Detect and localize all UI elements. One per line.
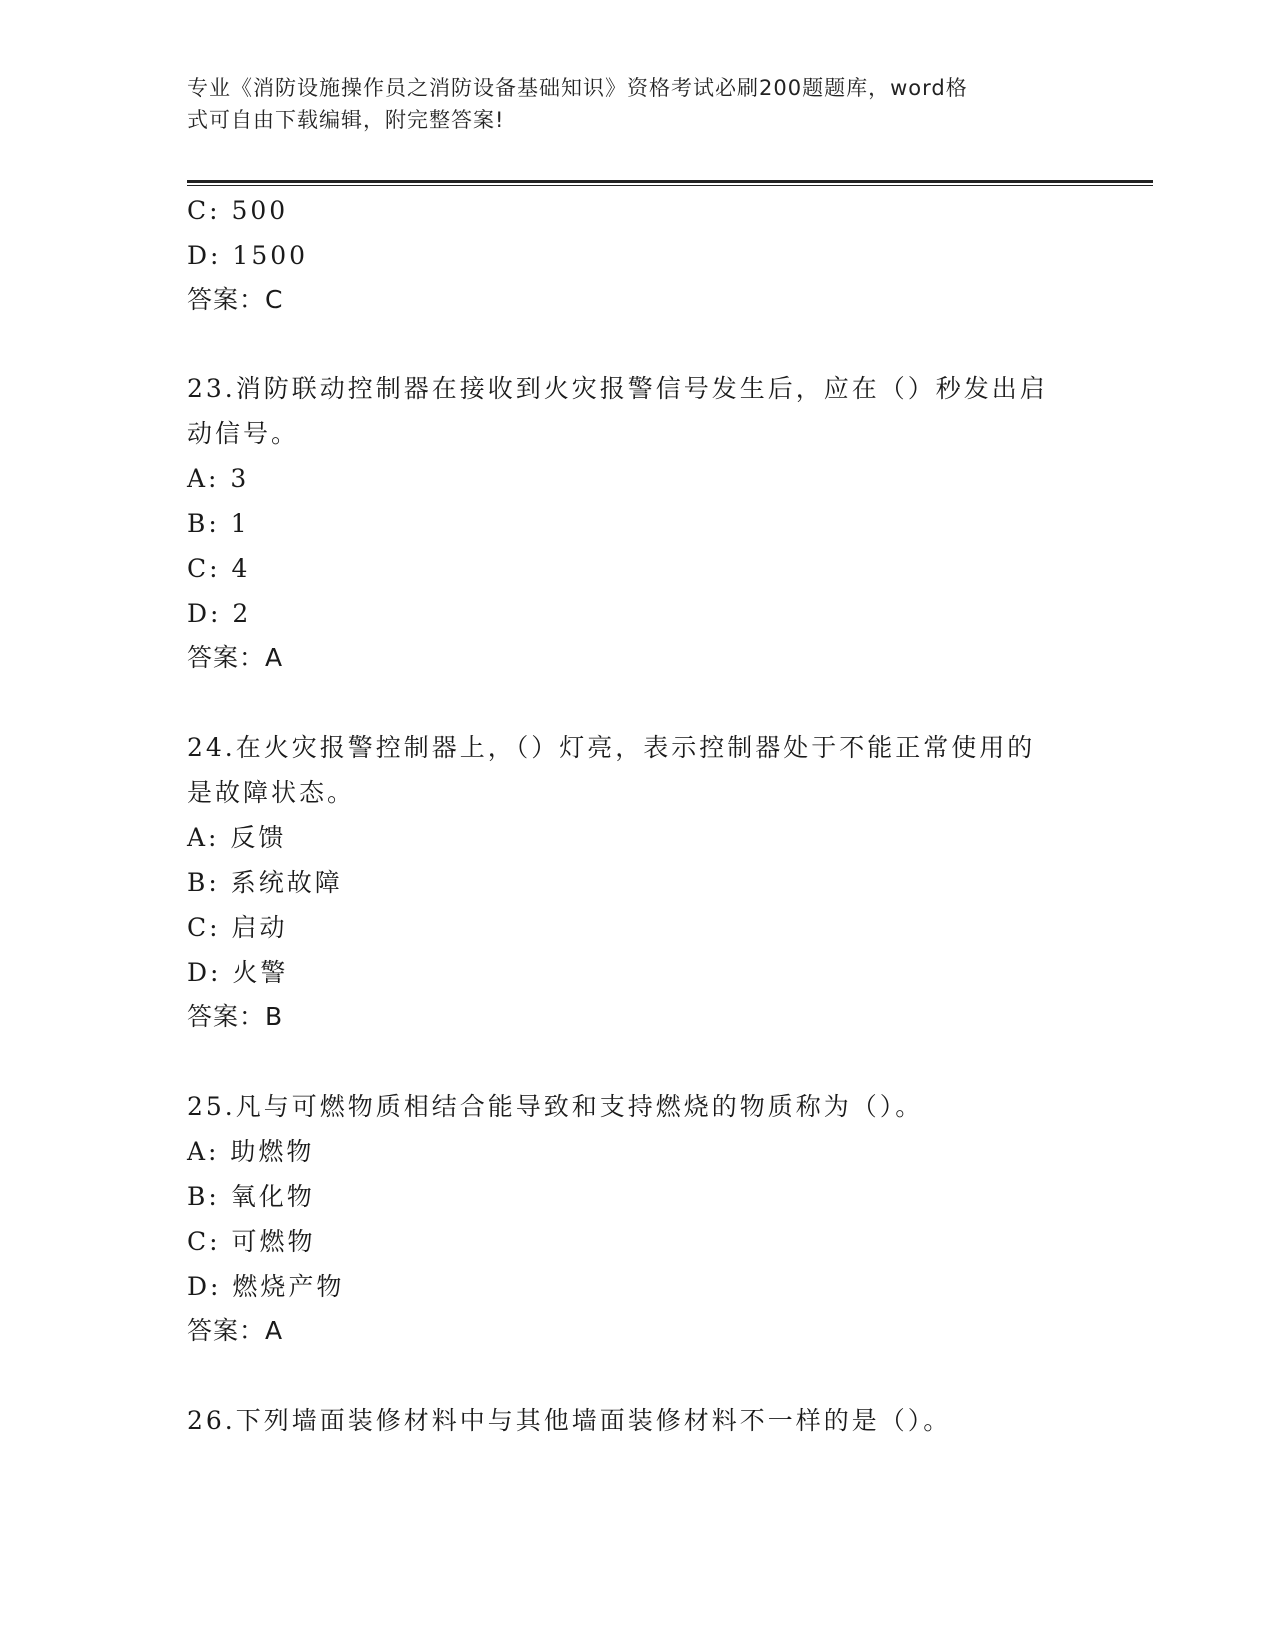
q25-answer: 答案：A bbox=[187, 1316, 284, 1345]
prev-answer: 答案：C bbox=[187, 285, 284, 314]
q25-option-c: C: 可燃物 bbox=[187, 1227, 316, 1256]
q23-answer: 答案：A bbox=[187, 643, 284, 672]
q23-option-d: D: 2 bbox=[187, 599, 252, 628]
q23-stem-line-2: 动信号。 bbox=[187, 419, 300, 448]
q24-option-d: D: 火警 bbox=[187, 958, 289, 987]
q24-answer: 答案：B bbox=[187, 1002, 284, 1031]
prev-option-d: D: 1500 bbox=[187, 241, 309, 270]
q23-stem-line-1: 23.消防联动控制器在接收到火灾报警信号发生后，应在（）秒发出启 bbox=[187, 374, 1048, 403]
header-line-2: 式可自由下载编辑，附完整答案! bbox=[187, 108, 505, 132]
header-rule-thin bbox=[187, 185, 1153, 186]
document-header bbox=[187, 72, 1087, 136]
q25-option-a: A: 助燃物 bbox=[187, 1137, 315, 1166]
q24-stem-line-1: 24.在火灾报警控制器上，（）灯亮，表示控制器处于不能正常使用的 bbox=[187, 733, 1036, 762]
q25-option-d: D: 燃烧产物 bbox=[187, 1272, 345, 1301]
q24-option-c: C: 启动 bbox=[187, 913, 288, 942]
q23-option-a: A: 3 bbox=[187, 464, 250, 493]
q23-option-c: C: 4 bbox=[187, 554, 251, 583]
q24-option-b: B: 系统故障 bbox=[187, 868, 343, 897]
header-line-1: 专业《消防设施操作员之消防设备基础知识》资格考试必刷200题题库，word格 bbox=[187, 76, 968, 100]
q25-option-b: B: 氧化物 bbox=[187, 1182, 315, 1211]
q24-option-a: A: 反馈 bbox=[187, 823, 287, 852]
prev-option-c: C: 500 bbox=[187, 196, 289, 225]
q23-option-b: B: 1 bbox=[187, 509, 250, 538]
q25-stem-line-1: 25.凡与可燃物质相结合能导致和支持燃烧的物质称为（）。 bbox=[187, 1092, 924, 1121]
q24-stem-line-2: 是故障状态。 bbox=[187, 778, 356, 807]
q26-stem-line-1: 26.下列墙面装修材料中与其他墙面装修材料不一样的是（）。 bbox=[187, 1406, 952, 1435]
header-rule-thick bbox=[187, 180, 1153, 183]
